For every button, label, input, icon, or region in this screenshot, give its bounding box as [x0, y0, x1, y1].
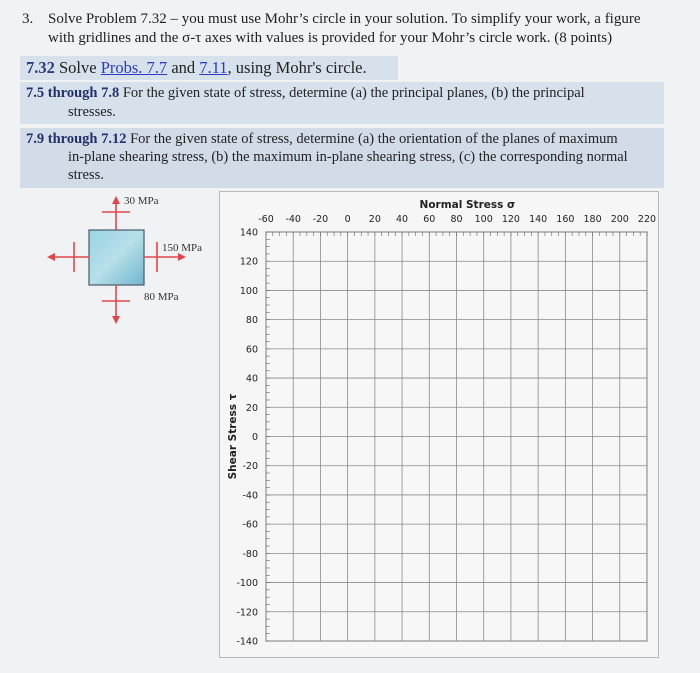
problem-line-1: Solve Problem 7.32 – you must use Mohr’s circle in your solution. To simplify your work, a figure — [48, 11, 641, 27]
x-tick-label: 80 — [450, 214, 463, 225]
x-axis-title: Normal Stress σ — [419, 199, 516, 211]
x-tick-label: 200 — [610, 214, 629, 225]
y-tick-label: 0 — [251, 432, 258, 443]
ref-text-mid: and — [167, 58, 200, 77]
x-tick-label: 120 — [501, 214, 520, 225]
y-tick-label: -100 — [236, 578, 258, 590]
label-30-mpa: 30 MPa — [124, 195, 159, 207]
link-7-11[interactable]: 7.11 — [199, 58, 228, 77]
y-tick-label: -80 — [242, 548, 258, 560]
problem-7-9-statement — [20, 128, 664, 188]
link-probs-7-7[interactable]: Probs. 7.7 — [100, 58, 168, 77]
stress-element-drawing — [40, 190, 220, 330]
problem-7-5-line-2: stresses. — [68, 104, 116, 120]
y-tick-label: 120 — [239, 256, 258, 268]
x-tick-label: 140 — [529, 214, 548, 225]
stress-element-figure — [40, 190, 220, 330]
problem-statement — [24, 10, 684, 48]
problem-7-9-line-2: in-plane shearing stress, (b) the maximum in-plane shearing stress, (c) the corresponding normal — [68, 149, 628, 165]
ref-text-pre: Solve — [54, 58, 101, 77]
x-tick-label: 180 — [583, 214, 602, 225]
ref-text-post: , using Mohr's circle. — [227, 58, 367, 77]
label-150-mpa: 150 MPa — [162, 242, 203, 254]
y-tick-label: 60 — [245, 344, 258, 356]
problem-ref-number: 7.32 — [26, 58, 55, 77]
mohr-chart-svg — [220, 192, 658, 657]
y-tick-label: -20 — [242, 461, 258, 473]
x-tick-label: 160 — [556, 214, 575, 225]
mohrs-circle-grid — [219, 191, 659, 658]
problem-7-9-range: 7.9 through 7.12 — [26, 131, 127, 147]
problem-7-5-range: 7.5 through 7.8 — [26, 85, 120, 101]
x-tick-label: 40 — [396, 214, 409, 225]
y-tick-label: 80 — [245, 315, 258, 327]
y-tick-label: 100 — [239, 285, 258, 297]
problem-line-2: with gridlines and the σ-τ axes with values is provided for your Mohr’s circle work. (8 points) — [48, 30, 613, 46]
x-tick-label: 20 — [368, 214, 381, 225]
problem-7-5-line-1: For the given state of stress, determine (a) the principal planes, (b) the principal — [119, 85, 585, 101]
y-tick-label: -140 — [236, 636, 258, 648]
problem-7-9-line-1: For the given state of stress, determine (a) the orientation of the planes of maximum — [126, 131, 618, 147]
y-tick-label: -120 — [236, 607, 258, 619]
problem-7-5-statement — [20, 82, 664, 124]
stress-element-square — [89, 230, 144, 285]
y-tick-label: 20 — [245, 402, 258, 414]
problem-7-9-line-3: stress. — [68, 167, 104, 183]
x-tick-label: 220 — [637, 214, 657, 225]
y-tick-label: -40 — [242, 490, 258, 502]
y-tick-label: 40 — [245, 373, 258, 385]
problem-number: 3. — [22, 11, 34, 27]
x-tick-label: -60 — [258, 214, 274, 225]
x-tick-label: -40 — [285, 214, 301, 225]
x-tick-label: -20 — [312, 214, 329, 225]
problem-reference-732 — [20, 56, 398, 80]
x-tick-label: 60 — [423, 214, 436, 225]
y-tick-label: -60 — [242, 519, 258, 531]
y-axis-title: Shear Stress τ — [227, 393, 239, 480]
x-tick-label: 100 — [474, 214, 493, 225]
x-tick-label: 0 — [344, 214, 351, 225]
y-tick-label: 140 — [239, 227, 258, 239]
label-80-mpa: 80 MPa — [144, 291, 179, 303]
